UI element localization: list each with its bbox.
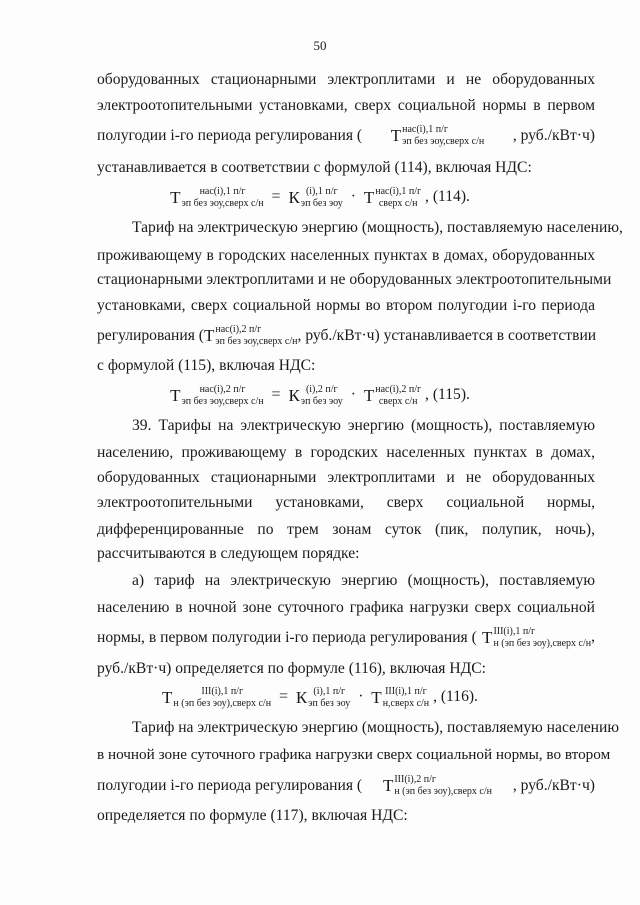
p2-line-4: установками, сверх социальной нормы во втором полугодии i-го периода: [97, 297, 595, 314]
p2-line-3: стационарными электроплитами и не оборудованных электроотопительными: [97, 271, 612, 288]
p2-line-5: регулирования ( Т нас(i),2 п/г эп без эоу,сверх с/н , руб./кВт·ч) устанавливается в соответствии: [97, 324, 597, 347]
p1-line-1: оборудованных стационарными электроплитами и не оборудованных: [97, 71, 595, 88]
formula-116: Т III(i),1 п/г н (эп без эоу),сверх с/н = К (i),1 п/г эп без эоу · Т III(i),1 п/г н,сверх с/н , (116).: [162, 686, 478, 709]
p2-line-1: Тариф на электрическую энергию (мощность), поставляемую населению,: [132, 219, 623, 236]
p3-line-3: оборудованных стационарными электроплитами и не оборудованных: [97, 469, 595, 486]
p3-line-4: электроотопительными установками, сверх социальной нормы,: [97, 494, 595, 511]
p1-line-3: [97, 124, 595, 147]
p5-line-2: в ночной зоне суточного графика нагрузки сверх социальной нормы, во втором: [97, 746, 611, 763]
tariff-symbol-inline: Т нас(i),1 п/г эп без эоу,сверх с/н: [390, 124, 485, 147]
p1-line-4: устанавливается в соответствии с формулой (114), включая НДС:: [97, 159, 532, 176]
p4-line-1: а) тариф на электрическую энергию (мощность), поставляемую: [132, 572, 595, 589]
p4-line-3: нормы, в первом полугодии i-го периода регулирования ( Т III(i),1 п/г н (эп без эоу),сверх с/н ,: [97, 626, 595, 649]
p2-line-6: с формулой (115), включая НДС:: [97, 357, 316, 374]
p5-line-1: Тариф на электрическую энергию (мощность), поставляемую населению: [132, 719, 620, 736]
p4-line-4: руб./кВт·ч) определяется по формуле (116), включая НДС:: [97, 660, 486, 677]
tariff-symbol-inline: Т III(i),2 п/г н (эп без эоу),сверх с/н: [382, 774, 492, 797]
p3-line-1: 39. Тарифы на электрическую энергию (мощность), поставляемую: [132, 417, 595, 434]
p5-line-4: определяется по формуле (117), включая НДС:: [97, 807, 408, 824]
p3-line-6: рассчитываются в следующем порядке:: [97, 545, 360, 562]
p3-line-2: населению, проживающему в городских населенных пунктах в домах,: [97, 444, 595, 461]
tariff-symbol-inline: Т нас(i),2 п/г эп без эоу,сверх с/н: [203, 324, 298, 347]
p5-line-3: полугодии i-го периода регулирования ( Т III(i),2 п/г н (эп без эоу),сверх с/н , руб./кВт·ч): [97, 774, 595, 797]
p3-line-5: дифференцированные по трем зонам суток (пик, полупик, ночь),: [97, 521, 595, 538]
p1-line-3-text-b: , руб./кВт·ч): [512, 126, 595, 144]
p1-line-3-text-a: полугодии i-го периода регулирования (: [97, 126, 363, 144]
formula-115: Т нас(i),2 п/г эп без эоу,сверх с/н = К (i),2 п/г эп без эоу · Т нас(i),2 п/г сверх с/н , (115).: [170, 384, 470, 407]
p2-line-2: проживающему в городских населенных пунктах в домах, оборудованных: [97, 247, 595, 264]
page-number: 50: [313, 38, 327, 53]
p4-line-2: населению в ночной зоне суточного графика нагрузки сверх социальной: [97, 599, 595, 616]
formula-114: Т нас(i),1 п/г эп без эоу,сверх с/н = К (i),1 п/г эп без эоу · Т нас(i),1 п/г сверх с/н , (114).: [170, 186, 470, 209]
p1-line-2: электроотопительными установками, сверх социальной нормы в первом: [97, 97, 595, 114]
tariff-symbol-inline: Т III(i),1 п/г н (эп без эоу),сверх с/н: [482, 626, 592, 649]
